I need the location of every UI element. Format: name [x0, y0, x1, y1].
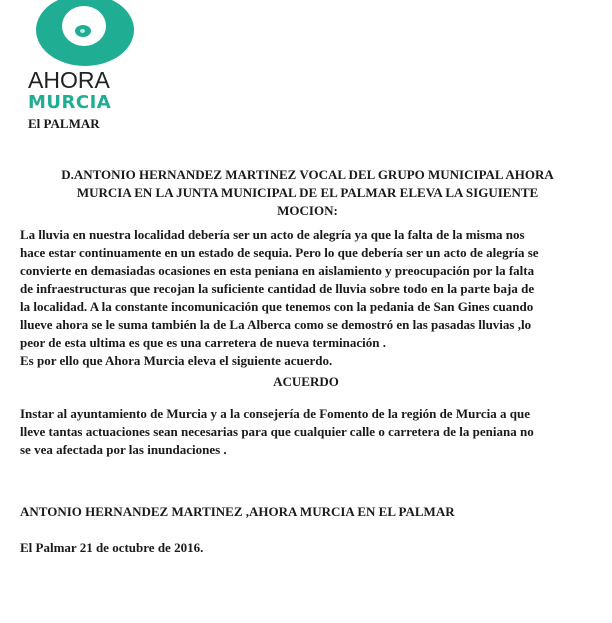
- document-heading: [20, 166, 595, 220]
- motion-line: peor de esta ultima es que es una carretera de nueva terminación .: [20, 335, 386, 350]
- logo-word-ahora: AHORA: [28, 67, 110, 93]
- document-date: El Palmar 21 de octubre de 2016.: [20, 540, 204, 555]
- subtitle: El PALMAR: [28, 116, 100, 131]
- motion-paragraph: [20, 226, 539, 370]
- motion-line: hace estar continuamente en un estado de sequia. Pero lo que debería ser un acto de alegría se: [20, 245, 539, 260]
- motion-line: Es por ello que Ahora Murcia eleva el siguiente acuerdo.: [20, 353, 333, 368]
- signature: ANTONIO HERNANDEZ MARTINEZ ,AHORA MURCIA EN EL PALMAR: [20, 504, 455, 519]
- motion-line: La lluvia en nuestra localidad debería ser un acto de alegría ya que la falta de la misma nos: [20, 227, 525, 242]
- agreement-line: se vea afectada por las inundaciones .: [20, 442, 227, 457]
- agreement-title: ACUERDO: [273, 374, 339, 389]
- motion-line: llueve ahora se le suma también la de La Alberca como se demostró en las pasadas lluvias ,lo: [20, 317, 532, 332]
- ahora-murcia-logo: [22, 0, 152, 114]
- agreement-paragraph: [20, 405, 534, 459]
- agreement-line: Instar al ayuntamiento de Murcia y a la consejería de Fomento de la región de Murcia a que: [20, 406, 530, 421]
- logo-word-murcia: MURCIA: [28, 92, 112, 113]
- motion-line: de infraestructuras que recojan la suficiente cantidad de lluvia sobre todo en la parte baja de: [20, 281, 535, 296]
- motion-line: la localidad. A la constante incomunicación que tenemos con la pedania de San Gines cuando: [20, 299, 534, 314]
- logo-circle-icon: [36, 0, 134, 66]
- agreement-line: lleve tantas actuaciones sean necesarias para que cualquier calle o carretera de la peniana no: [20, 424, 534, 439]
- heading-line: D.ANTONIO HERNANDEZ MARTINEZ VOCAL DEL GRUPO MUNICIPAL AHORA: [61, 167, 554, 182]
- heading-line: MURCIA EN LA JUNTA MUNICIPAL DE EL PALMAR ELEVA LA SIGUIENTE: [76, 185, 539, 200]
- motion-line: convierte en demasiadas ocasiones en esta peniana en aislamiento y preocupación por la falta: [20, 263, 535, 278]
- heading-line: MOCION:: [277, 203, 338, 218]
